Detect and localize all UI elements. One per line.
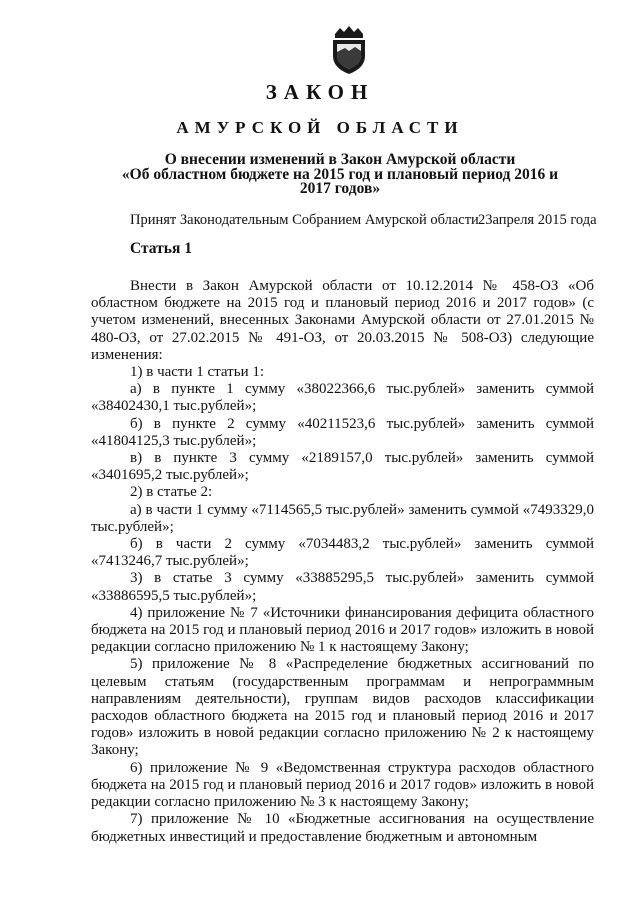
paragraph: 4) приложение № 7 «Источники финансирования дефицита областного бюджета на 2015 год и плановый период 2016 и 2017 годов» изложить в новой редакции согласно приложению № 1 к настоящему Закону;	[91, 604, 594, 656]
paragraph: 6) приложение № 9 «Ведомственная структура расходов областного бюджета на 2015 год и плановый период 2016 и 2017 годов» изложить в новой редакции согласно приложению № 3 к настоящему Закону;	[91, 759, 594, 811]
subject-line: О внесении изменений в Закон Амурской области	[164, 151, 516, 168]
paragraph: 1) в части 1 статьи 1:	[130, 364, 265, 381]
coat-of-arms-emblem	[327, 24, 371, 76]
paragraph: а) в части 1 сумму «7114565,5 тыс.рублей» заменить суммой «7493329,0 тыс.рублей»;	[91, 501, 594, 535]
law-title: ЗАКОН	[265, 80, 375, 104]
paragraph: Внести в Закон Амурской области от 10.12.2014 № 458-ОЗ «Об областном бюджете на 2015 год и плановый период 2016 и 2017 годов» (с учетом изменений, внесенных Законами Амурской области от 27.01.2015 № 480-ОЗ, от 27.02.2015 № 491-ОЗ, от 20.03.2015 № 508-ОЗ) следующие изменения:	[91, 278, 594, 363]
paragraph: 7) приложение № 10 «Бюджетные ассигнования на осуществление бюджетных инвестиций и предоставление бюджетным и автономным	[91, 811, 594, 845]
paragraph: 2) в статье 2:	[130, 484, 213, 501]
paragraph: 3) в статье 3 сумму «33885295,5 тыс.рублей» заменить суммой «33886595,5 тыс.рублей»;	[91, 570, 594, 604]
adopted-by: Принят Законодательным Собранием Амурской области	[130, 212, 479, 228]
paragraph: а) в пункте 1 сумму «38022366,6 тыс.рублей» заменить суммой «38402430,1 тыс.рублей»;	[91, 381, 594, 415]
paragraph: 5) приложение № 8 «Распределение бюджетных ассигнований по целевым статьям (государственным программам и непрограммным направлениям деятельности), группам видов расходов классификации расходов областного бюджета на 2015 год и плановый период 2016 и 2017 годов» изложить в новой редакции согласно приложению № 2 к настоящему Закону;	[91, 656, 594, 759]
subject-line: «Об областном бюджете на 2015 год и плановый период 2016 и	[121, 165, 559, 183]
paragraph: б) в части 2 сумму «7034483,2 тыс.рублей» заменить суммой «7413246,7 тыс.рублей»;	[91, 536, 594, 570]
paragraph: в) в пункте 3 сумму «2189157,0 тыс.рублей» заменить суммой «3401695,2 тыс.рублей»;	[91, 450, 594, 484]
article-heading: Статья 1	[130, 240, 192, 257]
law-subject	[110, 153, 570, 197]
region-name: АМУРСКОЙ ОБЛАСТИ	[176, 118, 464, 137]
paragraph: б) в пункте 2 сумму «40211523,6 тыс.рублей» заменить суммой «41804125,3 тыс.рублей»;	[91, 415, 594, 449]
subject-line: 2017 годов»	[299, 180, 381, 197]
law-body	[91, 278, 594, 846]
adopted-date: 23апреля 2015 года	[478, 212, 597, 228]
